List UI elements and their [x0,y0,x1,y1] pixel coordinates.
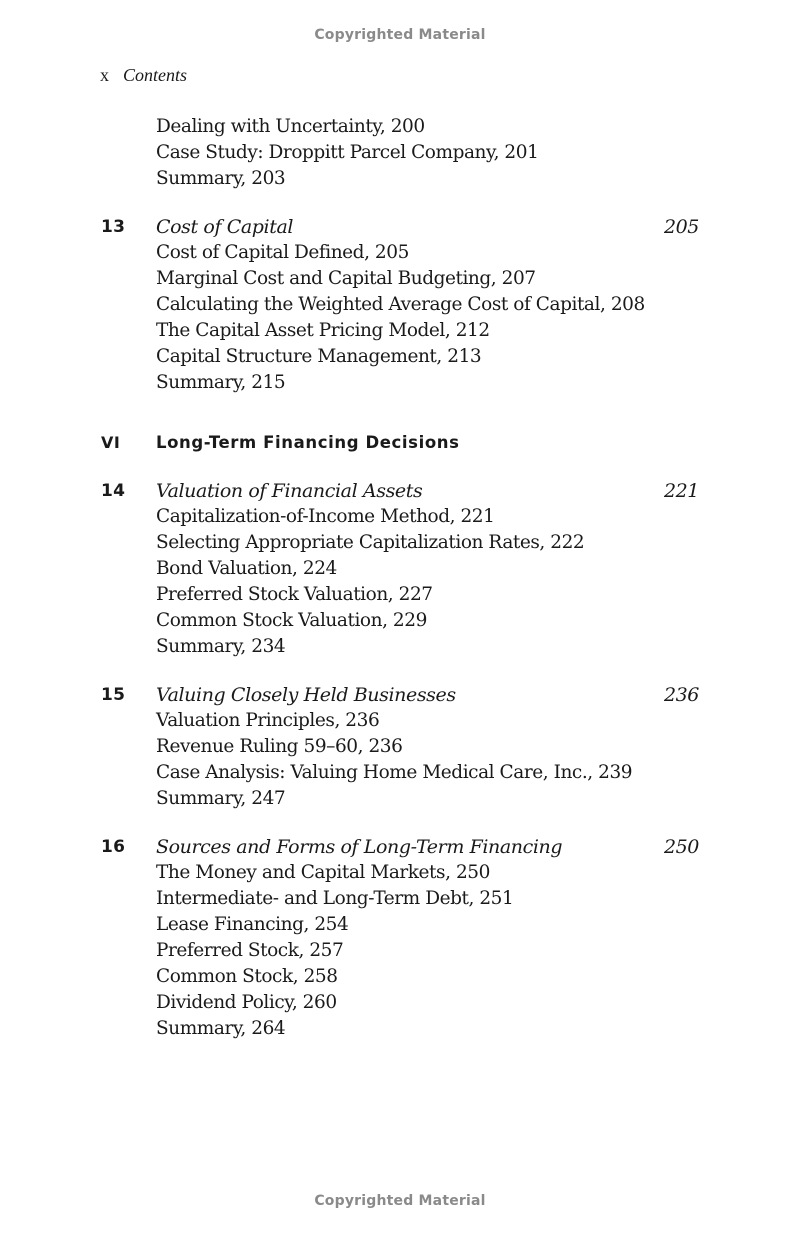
toc-entry: Case Study: Droppitt Parcel Company, 201 [156,142,539,163]
copyright-watermark-bottom: Copyrighted Material [314,1193,486,1209]
running-head-title: Contents [123,65,188,85]
chapter-14 [0,478,800,660]
part-number: VI [101,433,121,452]
toc-entry: Preferred Stock, 257 [156,940,344,961]
toc-entry: The Money and Capital Markets, 250 [156,862,490,883]
toc-entry: Revenue Ruling 59–60, 236 [156,736,403,757]
toc-entry: Capitalization-of-Income Method, 221 [156,506,495,527]
chapter-heading [0,214,800,240]
chapter-title: Sources and Forms of Long-Term Financing [156,836,563,858]
running-head [100,64,187,87]
part-title: Long-Term Financing Decisions [156,433,460,452]
toc-entry: The Capital Asset Pricing Model, 212 [156,320,490,341]
chapter-title: Cost of Capital [156,216,294,238]
chapter-16 [0,834,800,1042]
toc-entry: Summary, 215 [156,372,286,393]
page-folio: x [100,65,109,85]
continued-entries [0,114,800,192]
toc-entry: Marginal Cost and Capital Budgeting, 207 [156,268,536,289]
chapter-13 [0,214,800,396]
chapter-15 [0,682,800,812]
toc-entry: Selecting Appropriate Capitalization Rates, 222 [156,532,585,553]
chapter-heading [0,682,800,708]
chapter-page: 236 [664,684,699,706]
toc-entry: Summary, 234 [156,636,286,657]
chapter-number: 13 [101,217,126,237]
chapter-number: 16 [101,837,126,857]
chapter-number: 14 [101,481,126,501]
part-heading [0,430,800,456]
toc-entry: Cost of Capital Defined, 205 [156,242,409,263]
part-6 [0,430,800,456]
chapter-number: 15 [101,685,126,705]
toc-entry: Summary, 203 [156,168,286,189]
chapter-page: 221 [664,480,699,502]
toc-entry: Preferred Stock Valuation, 227 [156,584,433,605]
toc-entry: Summary, 247 [156,788,286,809]
toc-entry: Calculating the Weighted Average Cost of Capital, 208 [156,294,645,315]
toc-entry: Common Stock Valuation, 229 [156,610,427,631]
toc-entry: Bond Valuation, 224 [156,558,337,579]
chapter-heading [0,834,800,860]
toc-entry: Lease Financing, 254 [156,914,349,935]
toc-entry: Dividend Policy, 260 [156,992,337,1013]
toc-entry: Intermediate- and Long-Term Debt, 251 [156,888,514,909]
toc-entry: Valuation Principles, 236 [156,710,380,731]
toc-entry: Summary, 264 [156,1018,286,1039]
toc-entry: Common Stock, 258 [156,966,338,987]
toc-entry: Capital Structure Management, 213 [156,346,482,367]
chapter-title: Valuation of Financial Assets [156,480,423,502]
chapter-heading [0,478,800,504]
chapter-page: 205 [664,216,699,238]
chapter-page: 250 [664,836,699,858]
toc-entry: Case Analysis: Valuing Home Medical Care, Inc., 239 [156,762,633,783]
chapter-title: Valuing Closely Held Businesses [156,684,456,706]
copyright-watermark-top: Copyrighted Material [314,27,486,43]
toc-entry: Dealing with Uncertainty, 200 [156,116,425,137]
